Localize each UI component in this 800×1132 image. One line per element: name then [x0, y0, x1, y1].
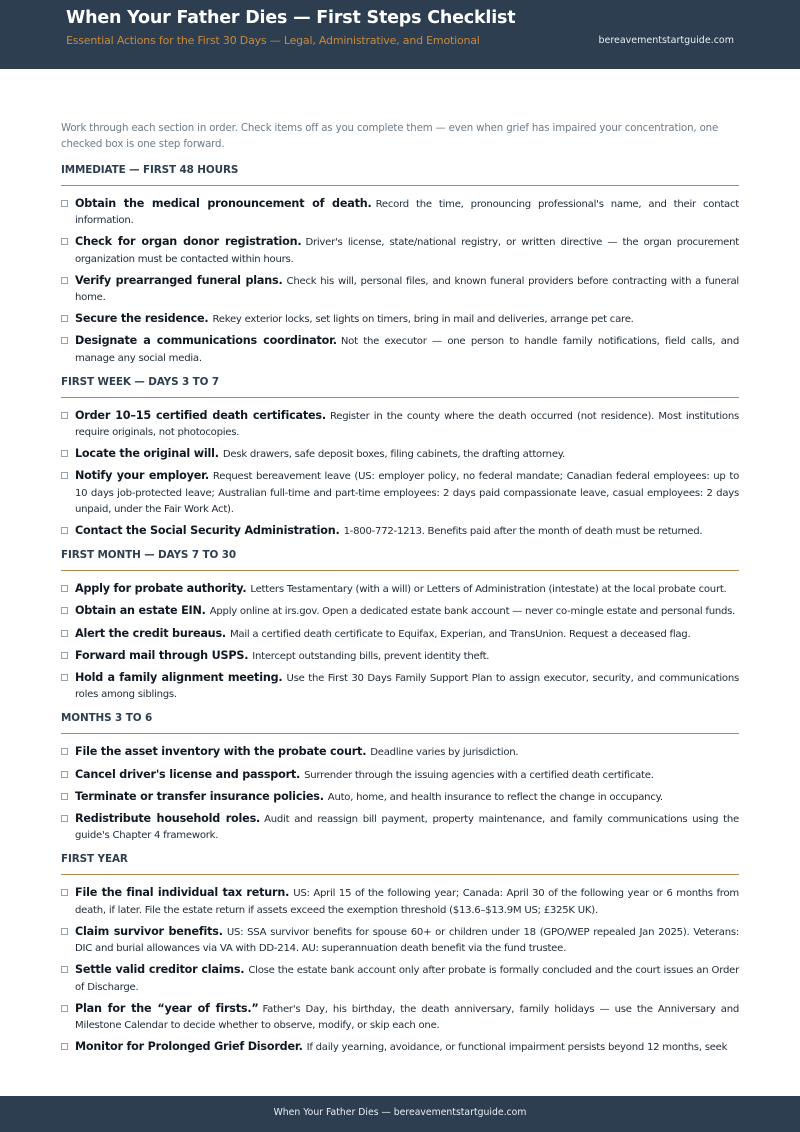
item-description: Request bereavement leave (US: employer policy, no federal mandate; Canadian federal employees: up to 10 days job-protected leave; Australian full-time and part-time employees: 2 days paid compassionate leave, casual employees: 2 days unpaid, under the Fair Work Act).: [75, 471, 739, 515]
item-title: Order 10–15 certified death certificates.: [75, 408, 326, 422]
item-title: Check for organ donor registration.: [75, 235, 302, 249]
checklist-item: [61, 523, 739, 540]
checklist-section: [61, 549, 739, 703]
checkbox[interactable]: [61, 527, 68, 534]
checkbox[interactable]: [61, 928, 68, 935]
item-description: 1-800-772-1213. Benefits paid after the month of death must be returned.: [343, 526, 703, 538]
item-description: Audit and reassign bill payment, property maintenance, and family communications using the guide's Chapter 4 framework.: [75, 814, 739, 842]
checkbox[interactable]: [61, 771, 68, 778]
item-title: Locate the original will.: [75, 447, 219, 461]
item-title: Forward mail through USPS.: [75, 648, 249, 662]
section-heading: FIRST YEAR: [61, 853, 739, 875]
checkbox[interactable]: [61, 793, 68, 800]
item-description: Rekey exterior locks, set lights on timers, bring in mail and deliveries, arrange pet care.: [212, 314, 634, 326]
checklist-item: [61, 1001, 739, 1034]
checklist-item: [61, 789, 739, 806]
checkbox[interactable]: [61, 748, 68, 755]
checkbox[interactable]: [61, 472, 68, 479]
item-title: Notify your employer.: [75, 469, 209, 483]
item-title: Redistribute household roles.: [75, 812, 261, 826]
page-subtitle: Essential Actions for the First 30 Days — Legal, Administrative, and Emotional: [66, 34, 480, 47]
section-heading: IMMEDIATE — FIRST 48 HOURS: [61, 164, 739, 186]
checkbox[interactable]: [61, 238, 68, 245]
checkbox[interactable]: [61, 450, 68, 457]
item-title: Obtain an estate EIN.: [75, 604, 206, 618]
item-title: Obtain the medical pronouncement of death.: [75, 197, 372, 210]
checklist-section: [61, 376, 739, 540]
checklist-item: [61, 196, 739, 229]
item-description: Father's Day, his birthday, the death anniversary, family holidays — use the Anniversary and Milestone Calendar to decide whether to observe, modify, or skip each one.: [75, 1003, 739, 1031]
checkbox[interactable]: [61, 412, 68, 419]
site-url: bereavementstartguide.com: [598, 35, 734, 46]
checkbox[interactable]: [61, 607, 68, 614]
item-title: Monitor for Prolonged Grief Disorder.: [75, 1040, 303, 1054]
item-title: Secure the residence.: [75, 312, 209, 326]
item-description: Close the estate bank account only after probate is formally concluded and the court issues an Order of Discharge.: [75, 965, 739, 993]
checklist-section: [61, 853, 739, 1056]
checklist-item: [61, 1039, 739, 1056]
item-title: Settle valid creditor claims.: [75, 963, 245, 977]
item-description: Apply online at irs.gov. Open a dedicated estate bank account — never co-mingle estate and personal funds.: [209, 606, 736, 618]
item-title: Terminate or transfer insurance policies.: [75, 789, 324, 803]
checkbox[interactable]: [61, 315, 68, 322]
checklist-item: [61, 744, 739, 761]
item-title: Designate a communications coordinator.: [75, 334, 337, 348]
checklist-section: [61, 164, 739, 367]
item-title: Plan for the “year of firsts.”: [75, 1001, 259, 1015]
checkbox[interactable]: [61, 585, 68, 592]
item-description: Mail a certified death certificate to Equifax, Experian, and TransUnion. Request a deceased flag.: [229, 628, 691, 640]
item-title: Alert the credit bureaus.: [75, 626, 226, 640]
page-header: [0, 0, 800, 69]
checklist-item: [61, 648, 739, 665]
page-title: When Your Father Dies — First Steps Checklist: [66, 8, 516, 28]
item-description: Not the executor — one person to handle family notifications, field calls, and manage any social media.: [75, 336, 739, 364]
item-description: Record the time, pronouncing professional's name, and their contact information.: [75, 199, 740, 227]
checklist-item: [61, 924, 739, 957]
item-description: Desk drawers, safe deposit boxes, filing cabinets, the drafting attorney.: [222, 449, 566, 461]
page-footer: When Your Father Dies — bereavementstartguide.com: [0, 1096, 800, 1132]
checklist-item: [61, 885, 739, 918]
checklist-content: [61, 121, 739, 1065]
checklist-item: [61, 273, 739, 306]
checklist-item: [61, 626, 739, 643]
checklist-item: [61, 581, 739, 598]
checklist-item: [61, 468, 739, 518]
checklist-section: [61, 712, 739, 844]
checkbox[interactable]: [61, 815, 68, 822]
checklist-item: [61, 962, 739, 995]
checklist-sections: [61, 164, 739, 1056]
item-description: Letters Testamentary (with a will) or Letters of Administration (intestate) at the local probate court.: [250, 584, 727, 596]
item-title: Contact the Social Security Administration.: [75, 524, 340, 538]
checkbox[interactable]: [61, 1043, 68, 1050]
item-description: Deadline varies by jurisdiction.: [370, 747, 519, 759]
item-title: File the asset inventory with the probate court.: [75, 745, 367, 759]
checkbox[interactable]: [61, 652, 68, 659]
checklist-item: [61, 811, 739, 844]
item-title: Claim survivor benefits.: [75, 924, 223, 938]
section-heading: MONTHS 3 TO 6: [61, 712, 739, 734]
checklist-item: [61, 446, 739, 463]
intro-text: Work through each section in order. Check items off as you complete them — even when grief has impaired your concentration, one checked box is one step forward.: [61, 123, 719, 150]
checkbox[interactable]: [61, 630, 68, 637]
item-title: Hold a family alignment meeting.: [75, 671, 283, 685]
item-description: Check his will, personal files, and known funeral providers before contracting with a funeral home.: [75, 275, 739, 304]
checkbox[interactable]: [61, 966, 68, 973]
checklist-item: [61, 603, 739, 620]
checkbox[interactable]: [61, 277, 68, 284]
checklist-item: [61, 670, 739, 703]
checklist-item: [61, 234, 739, 267]
item-description: Register in the county where the death occurred (not residence). Most institutions require originals, not photocopies.: [75, 410, 740, 439]
item-title: Cancel driver's license and passport.: [75, 767, 301, 781]
checklist-item: [61, 311, 739, 328]
item-description: Use the First 30 Days Family Support Plan to assign executor, security, and communications roles among siblings.: [75, 673, 739, 701]
item-title: Verify prearranged funeral plans.: [75, 273, 283, 287]
checkbox[interactable]: [61, 889, 68, 896]
checkbox[interactable]: [61, 200, 68, 207]
item-description: Auto, home, and health insurance to reflect the change in occupancy.: [327, 791, 663, 803]
item-title: File the final individual tax return.: [75, 886, 290, 900]
item-description: Driver's license, state/national registry, or written directive — the organ procurement organization must be contacted within hours.: [75, 237, 739, 265]
checklist-item: [61, 333, 739, 366]
section-heading: FIRST WEEK — DAYS 3 TO 7: [61, 376, 739, 398]
item-title: Apply for probate authority.: [75, 582, 247, 596]
checklist-item: [61, 767, 739, 784]
checkbox[interactable]: [61, 674, 68, 681]
checklist-item: [61, 408, 739, 441]
item-description: Intercept outstanding bills, prevent identity theft.: [252, 650, 490, 662]
item-description: US: April 15 of the following year; Canada: April 30 of the following year or 6 months from death, if later. File the estate return if assets exceed the exemption threshold ($13.6–$13.9M US; £325K UK).: [75, 888, 739, 916]
item-description: If daily yearning, avoidance, or functional impairment persists beyond 12 months, seek: [306, 1042, 728, 1054]
section-heading: FIRST MONTH — DAYS 7 TO 30: [61, 549, 739, 571]
item-description: Surrender through the issuing agencies with a certified death certificate.: [304, 769, 654, 781]
checkbox[interactable]: [61, 1005, 68, 1012]
checkbox[interactable]: [61, 337, 68, 344]
item-description: US: SSA survivor benefits for spouse 60+ or children under 18 (GPO/WEP repealed Jan 2025). Veterans: DIC and burial allowances via VA with DD-214. AU: superannuation death benefit via the fund trustee.: [75, 926, 740, 955]
